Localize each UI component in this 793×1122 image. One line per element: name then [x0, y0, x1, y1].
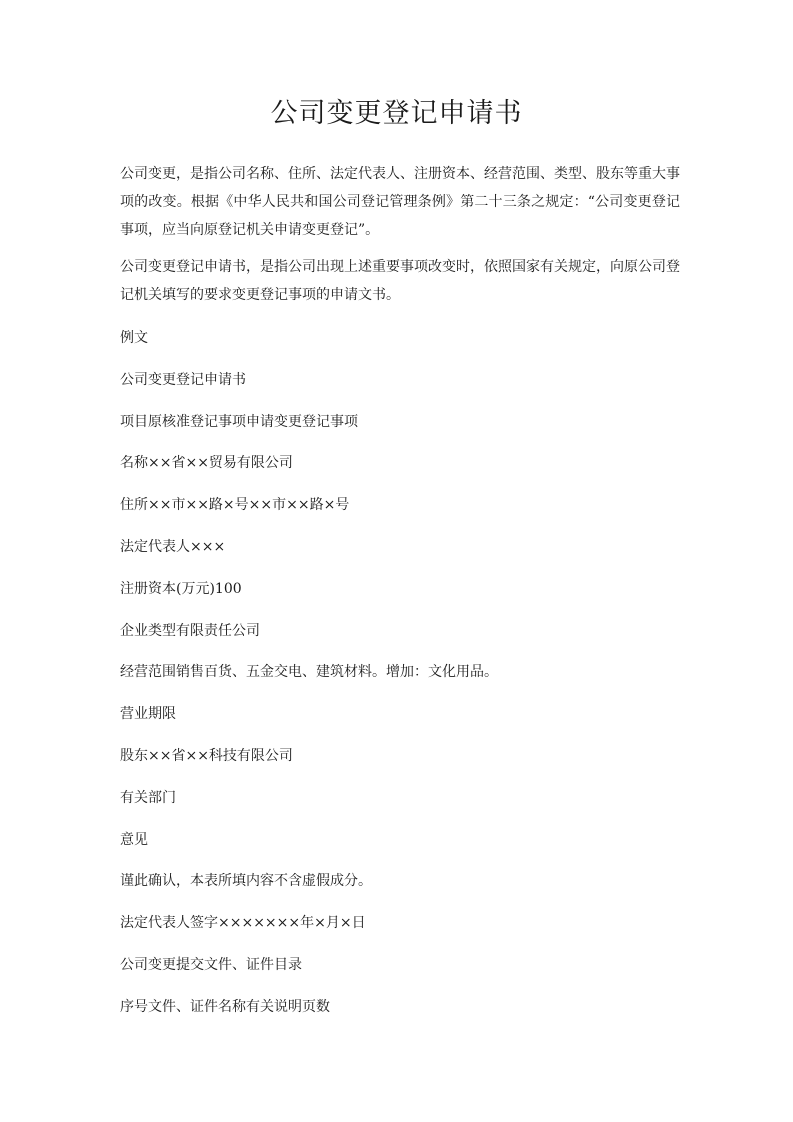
- document-title: 公司变更登记申请书: [270, 98, 523, 129]
- intro-paragraph-2: 公司变更登记申请书，是指公司出现上述重要事项改变时，依照国家有关规定，向原公司登记机关填写的要求变更登记事项的申请文书。: [120, 259, 680, 303]
- field-address: 住所××市××路×号××市××路×号: [120, 497, 350, 514]
- attachments-header-row: 序号文件、证件名称有关说明页数: [120, 998, 330, 1015]
- field-business-scope: 经营范围销售百货、五金交电、建筑材料。增加：文化用品。: [120, 664, 498, 681]
- field-opinion: 意见: [120, 831, 148, 848]
- example-label: 例文: [120, 330, 148, 346]
- document-body: [120, 160, 680, 1035]
- signature-line: 法定代表人签字×××××××年×月×日: [120, 915, 366, 932]
- field-departments: 有关部门: [120, 789, 176, 806]
- field-enterprise-type: 企业类型有限责任公司: [120, 622, 260, 639]
- confirmation-statement: 谨此确认，本表所填内容不含虚假成分。: [120, 873, 372, 890]
- attachments-heading: 公司变更提交文件、证件目录: [120, 956, 302, 973]
- form-header-row: 项目原核准登记事项申请变更登记事项: [120, 413, 358, 430]
- field-name: 名称××省××贸易有限公司: [120, 455, 293, 472]
- field-registered-capital: 注册资本(万元)100: [120, 580, 242, 597]
- form-title: 公司变更登记申请书: [120, 371, 246, 388]
- field-legal-representative: 法定代表人×××: [120, 538, 226, 555]
- field-business-term: 营业期限: [120, 706, 176, 723]
- field-shareholder: 股东××省××科技有限公司: [120, 747, 293, 764]
- intro-paragraph-1: 公司变更，是指公司名称、住所、法定代表人、注册资本、经营范围、类型、股东等重大事项的改变。根据《中华人民共和国公司登记管理条例》第二十三条之规定：“公司变更登记事项，应当向原登记机关申请变更登记”。: [120, 166, 680, 238]
